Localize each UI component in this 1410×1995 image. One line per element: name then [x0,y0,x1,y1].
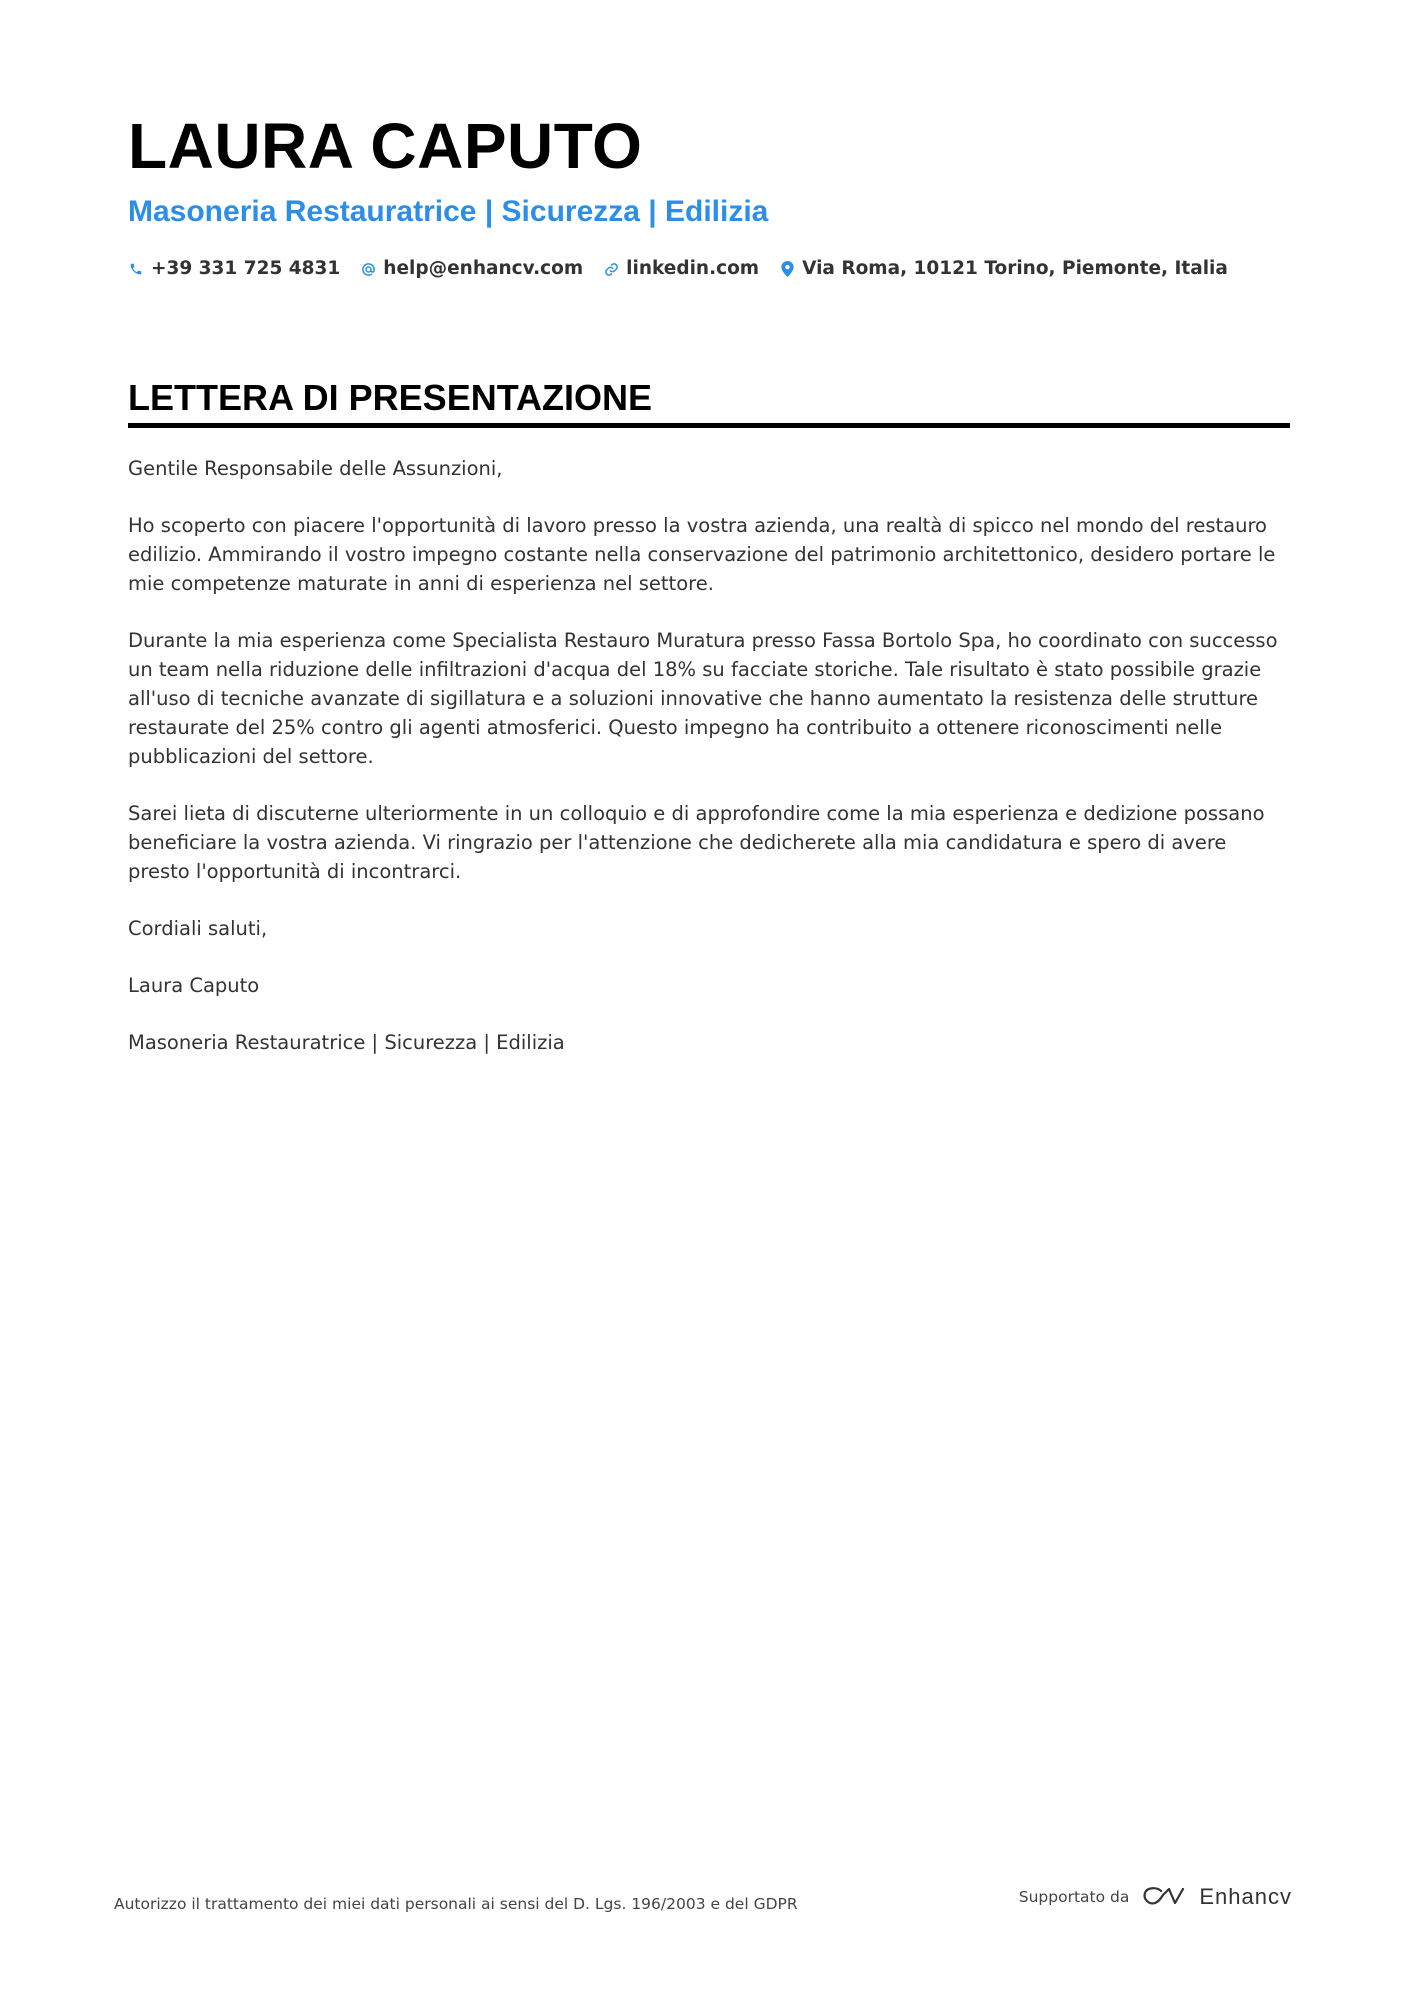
footer-branding[interactable] [1019,1884,1292,1910]
section-title: LETTERA DI PRESENTAZIONE [128,376,1290,428]
contact-bar [128,256,1290,282]
candidate-title: Masoneria Restauratrice | Sicurezza | Edilizia [128,195,769,228]
letter-body [128,454,1290,1057]
paragraph-1: Ho scoperto con piacere l'opportunità di lavoro presso la vostra azienda, una realtà di spicco nel mondo del restauro edilizio. Ammirando il vostro impegno costante nella conservazione del patrimonio architettonico, desidero portare le mie competenze maturate in anni di esperienza nel settore. [128,514,1276,595]
contact-linkedin[interactable] [603,256,759,282]
email-text: help@enhancv.com [383,258,584,279]
greeting: Gentile Responsabile delle Assunzioni, [128,457,503,480]
phone-icon [128,260,144,278]
contact-location [779,256,1228,282]
contact-email[interactable] [360,256,583,282]
phone-text: +39 331 725 4831 [151,258,341,279]
signature-title: Masoneria Restauratrice | Sicurezza | Edilizia [128,1031,565,1054]
paragraph-3: Sarei lieta di discuterne ulteriormente in un colloquio e di approfondire come la mia esperienza e dedizione possano beneficiare la vostra azienda. Vi ringrazio per l'attenzione che dedicherete alla mia candidatura e spero di avere presto l'opportunità di incontrarci. [128,802,1265,883]
privacy-note: Autorizzo il trattamento dei miei dati personali ai sensi del D. Lgs. 196/2003 e del GDPR [114,1895,798,1913]
location-text: Via Roma, 10121 Torino, Piemonte, Italia [802,258,1228,279]
cover-letter-page [128,108,1290,1085]
candidate-name: LAURA CAPUTO [128,110,643,182]
location-pin-icon [779,260,795,278]
signature-name: Laura Caputo [128,974,260,997]
closing: Cordiali saluti, [128,917,268,940]
brand-name: Enhancv [1199,1884,1292,1909]
at-icon [360,260,376,278]
contact-phone[interactable] [128,256,340,282]
supported-label: Supportato da [1018,1888,1130,1906]
linkedin-text: linkedin.com [626,258,760,279]
enhancv-logo-icon [1141,1885,1187,1909]
link-icon [603,260,619,278]
paragraph-2: Durante la mia esperienza come Specialista Restauro Muratura presso Fassa Bortolo Spa, ho coordinato con successo un team nella riduzione delle infiltrazioni d'acqua del 18% su facciate storiche. Tale risultato è stato possibile grazie all'uso di tecniche avanzate di sigillatura e a soluzioni innovative che hanno aumentato la resistenza delle strutture restaurate del 25% contro gli agenti atmosferici. Questo impegno ha contribuito a ottenere riconoscimenti nelle pubblicazioni del settore. [128,629,1278,768]
